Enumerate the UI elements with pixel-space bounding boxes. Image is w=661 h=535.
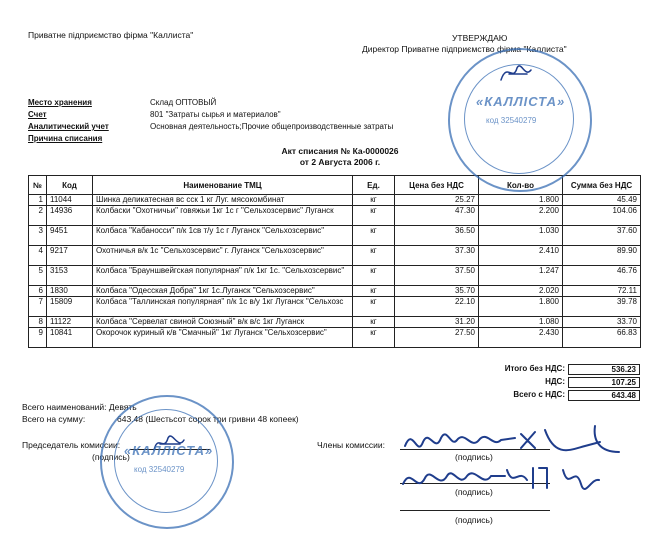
row-qty: 1.080: [479, 317, 563, 328]
row-name: Колбаса "Брауншвейгская популярная" п/к 1кг 1с. "Сельхозсервис": [93, 266, 353, 286]
row-qty: 1.247: [479, 266, 563, 286]
row-sum: 104.06: [563, 206, 641, 226]
row-number: 3: [29, 226, 47, 246]
row-name: Колбаса "Сервелат свиной Союзный" в/к в/с 1кг Луганск: [93, 317, 353, 328]
vat-label: НДС:: [545, 377, 565, 386]
table-row: [29, 246, 641, 266]
total-without-vat-label: Итого без НДС:: [504, 364, 565, 373]
total-with-vat-value: 643.48: [568, 390, 640, 401]
total-with-vat-label: Всего с НДС:: [513, 390, 565, 399]
row-unit: кг: [353, 226, 395, 246]
row-name: Охотничья в/к 1с "Сельхозсервис" г. Луганск "Сельхозсервис": [93, 246, 353, 266]
row-name: Окорочок куриный к/в "Смачный" 1кг Луганск "Сельхозсервис": [93, 328, 353, 348]
row-price: 36.50: [395, 226, 479, 246]
row-qty: 2.020: [479, 286, 563, 297]
row-code: 9451: [47, 226, 93, 246]
chairman-signature-caption: (подпись): [92, 452, 130, 462]
row-unit: кг: [353, 206, 395, 226]
row-price: 31.20: [395, 317, 479, 328]
row-sum: 72.11: [563, 286, 641, 297]
table-row: [29, 328, 641, 348]
row-unit: кг: [353, 266, 395, 286]
vat-value: 107.25: [568, 377, 640, 388]
storage-value: Склад ОПТОВЫЙ: [150, 98, 217, 107]
act-title: Акт списания № Ка-0000026: [281, 146, 399, 156]
row-sum: 66.83: [563, 328, 641, 348]
table-row: [29, 286, 641, 297]
row-unit: кг: [353, 297, 395, 317]
row-qty: 1.800: [479, 297, 563, 317]
table-row: [29, 206, 641, 226]
row-sum: 89.90: [563, 246, 641, 266]
row-sum: 39.78: [563, 297, 641, 317]
company-name: Приватне підприємство фірма "Каллиста": [28, 30, 194, 40]
row-sum: 37.60: [563, 226, 641, 246]
analytic-value: Основная деятельность;Прочие общепроизводственные затраты: [150, 122, 394, 131]
row-unit: кг: [353, 246, 395, 266]
row-price: 47.30: [395, 206, 479, 226]
row-code: 9217: [47, 246, 93, 266]
row-number: 1: [29, 195, 47, 206]
row-number: 2: [29, 206, 47, 226]
amount-value: 643.48 (Шестьсот сорок три гривни 48 копеек): [117, 414, 299, 424]
handwritten-signatures: [395, 418, 635, 508]
table-row: [29, 195, 641, 206]
total-without-vat-value: 536.23: [568, 364, 640, 375]
row-qty: 1.030: [479, 226, 563, 246]
row-sum: 45.49: [563, 195, 641, 206]
row-name: Колбаса "Одесская Добра" 1кг 1с.Луганск "Сельхозсервис": [93, 286, 353, 297]
row-code: 3153: [47, 266, 93, 286]
row-code: 1830: [47, 286, 93, 297]
row-name: Шинка деликатесная вс сск 1 кг Луг. мясокомбинат: [93, 195, 353, 206]
row-qty: 1.800: [479, 195, 563, 206]
row-qty: 2.200: [479, 206, 563, 226]
analytic-label: Аналитический учет: [28, 122, 109, 131]
row-number: 9: [29, 328, 47, 348]
table-row: [29, 317, 641, 328]
row-price: 27.50: [395, 328, 479, 348]
row-name: Колбаски "Охотничьи" говяжьи 1кг 1с г "Сельхозсервис" Луганск: [93, 206, 353, 226]
table-row: [29, 226, 641, 246]
row-price: 37.30: [395, 246, 479, 266]
row-unit: кг: [353, 328, 395, 348]
row-qty: 2.410: [479, 246, 563, 266]
chairman-label: Председатель комиссии:: [22, 440, 121, 450]
row-price: 37.50: [395, 266, 479, 286]
approve-line: Директор Приватне підприємство фірма "Каллиста": [362, 44, 567, 54]
members-label: Члены комиссии:: [317, 440, 386, 450]
table-row: [29, 297, 641, 317]
member-2-signature-caption: (подпись): [455, 487, 493, 497]
row-sum: 33.70: [563, 317, 641, 328]
account-label: Счет: [28, 110, 47, 119]
company-stamp-top: [448, 48, 592, 192]
row-name: Колбаса "Таллинская популярная" п/к 1с в/у 1кг Луганск "Сельхозс: [93, 297, 353, 317]
account-value: 801 "Затраты сырья и материалов": [150, 110, 281, 119]
storage-label: Место хранения: [28, 98, 92, 107]
writeoff-table: [28, 175, 641, 348]
reason-label: Причина списания: [28, 134, 103, 143]
table-row: [29, 266, 641, 286]
col-header-qty: Кол-во: [479, 176, 563, 195]
act-date: от 2 Августа 2006 г.: [299, 157, 381, 167]
company-stamp-bottom: [100, 395, 234, 529]
stamp-name: «КАЛЛІСТА»: [124, 443, 214, 458]
row-qty: 2.430: [479, 328, 563, 348]
col-header-price: Цена без НДС: [395, 176, 479, 195]
row-number: 7: [29, 297, 47, 317]
row-code: 11044: [47, 195, 93, 206]
stamp-inner-ring: [114, 409, 218, 513]
row-number: 4: [29, 246, 47, 266]
stamp-code: код 32540279: [134, 465, 185, 474]
member-3-signature-caption: (подпись): [455, 515, 493, 525]
row-price: 35.70: [395, 286, 479, 297]
row-name: Колбаса "Кабаносси" п/к 1св т/у 1с г Луганск "Сельхозсервис": [93, 226, 353, 246]
row-sum: 46.76: [563, 266, 641, 286]
row-number: 6: [29, 286, 47, 297]
col-header-code: Код: [47, 176, 93, 195]
amount-label: Всего на сумму:: [22, 414, 86, 424]
row-number: 8: [29, 317, 47, 328]
approve-title: УТВЕРЖДАЮ: [452, 33, 508, 43]
member-1-signature-caption: (подпись): [455, 452, 493, 462]
stamp-name: «КАЛЛІСТА»: [476, 94, 566, 109]
row-code: 14936: [47, 206, 93, 226]
col-header-number: №: [29, 176, 47, 195]
col-header-unit: Ед.: [353, 176, 395, 195]
row-code: 15809: [47, 297, 93, 317]
row-unit: кг: [353, 195, 395, 206]
col-header-sum: Сумма без НДС: [563, 176, 641, 195]
row-code: 11122: [47, 317, 93, 328]
stamp-code: код 32540279: [486, 116, 537, 125]
row-number: 5: [29, 266, 47, 286]
items-count: Всего наименований: Девять: [22, 402, 137, 412]
row-price: 22.10: [395, 297, 479, 317]
row-unit: кг: [353, 317, 395, 328]
row-unit: кг: [353, 286, 395, 297]
row-code: 10841: [47, 328, 93, 348]
member-3-signature-line: [400, 510, 550, 511]
col-header-name: Наименование ТМЦ: [93, 176, 353, 195]
row-price: 25.27: [395, 195, 479, 206]
